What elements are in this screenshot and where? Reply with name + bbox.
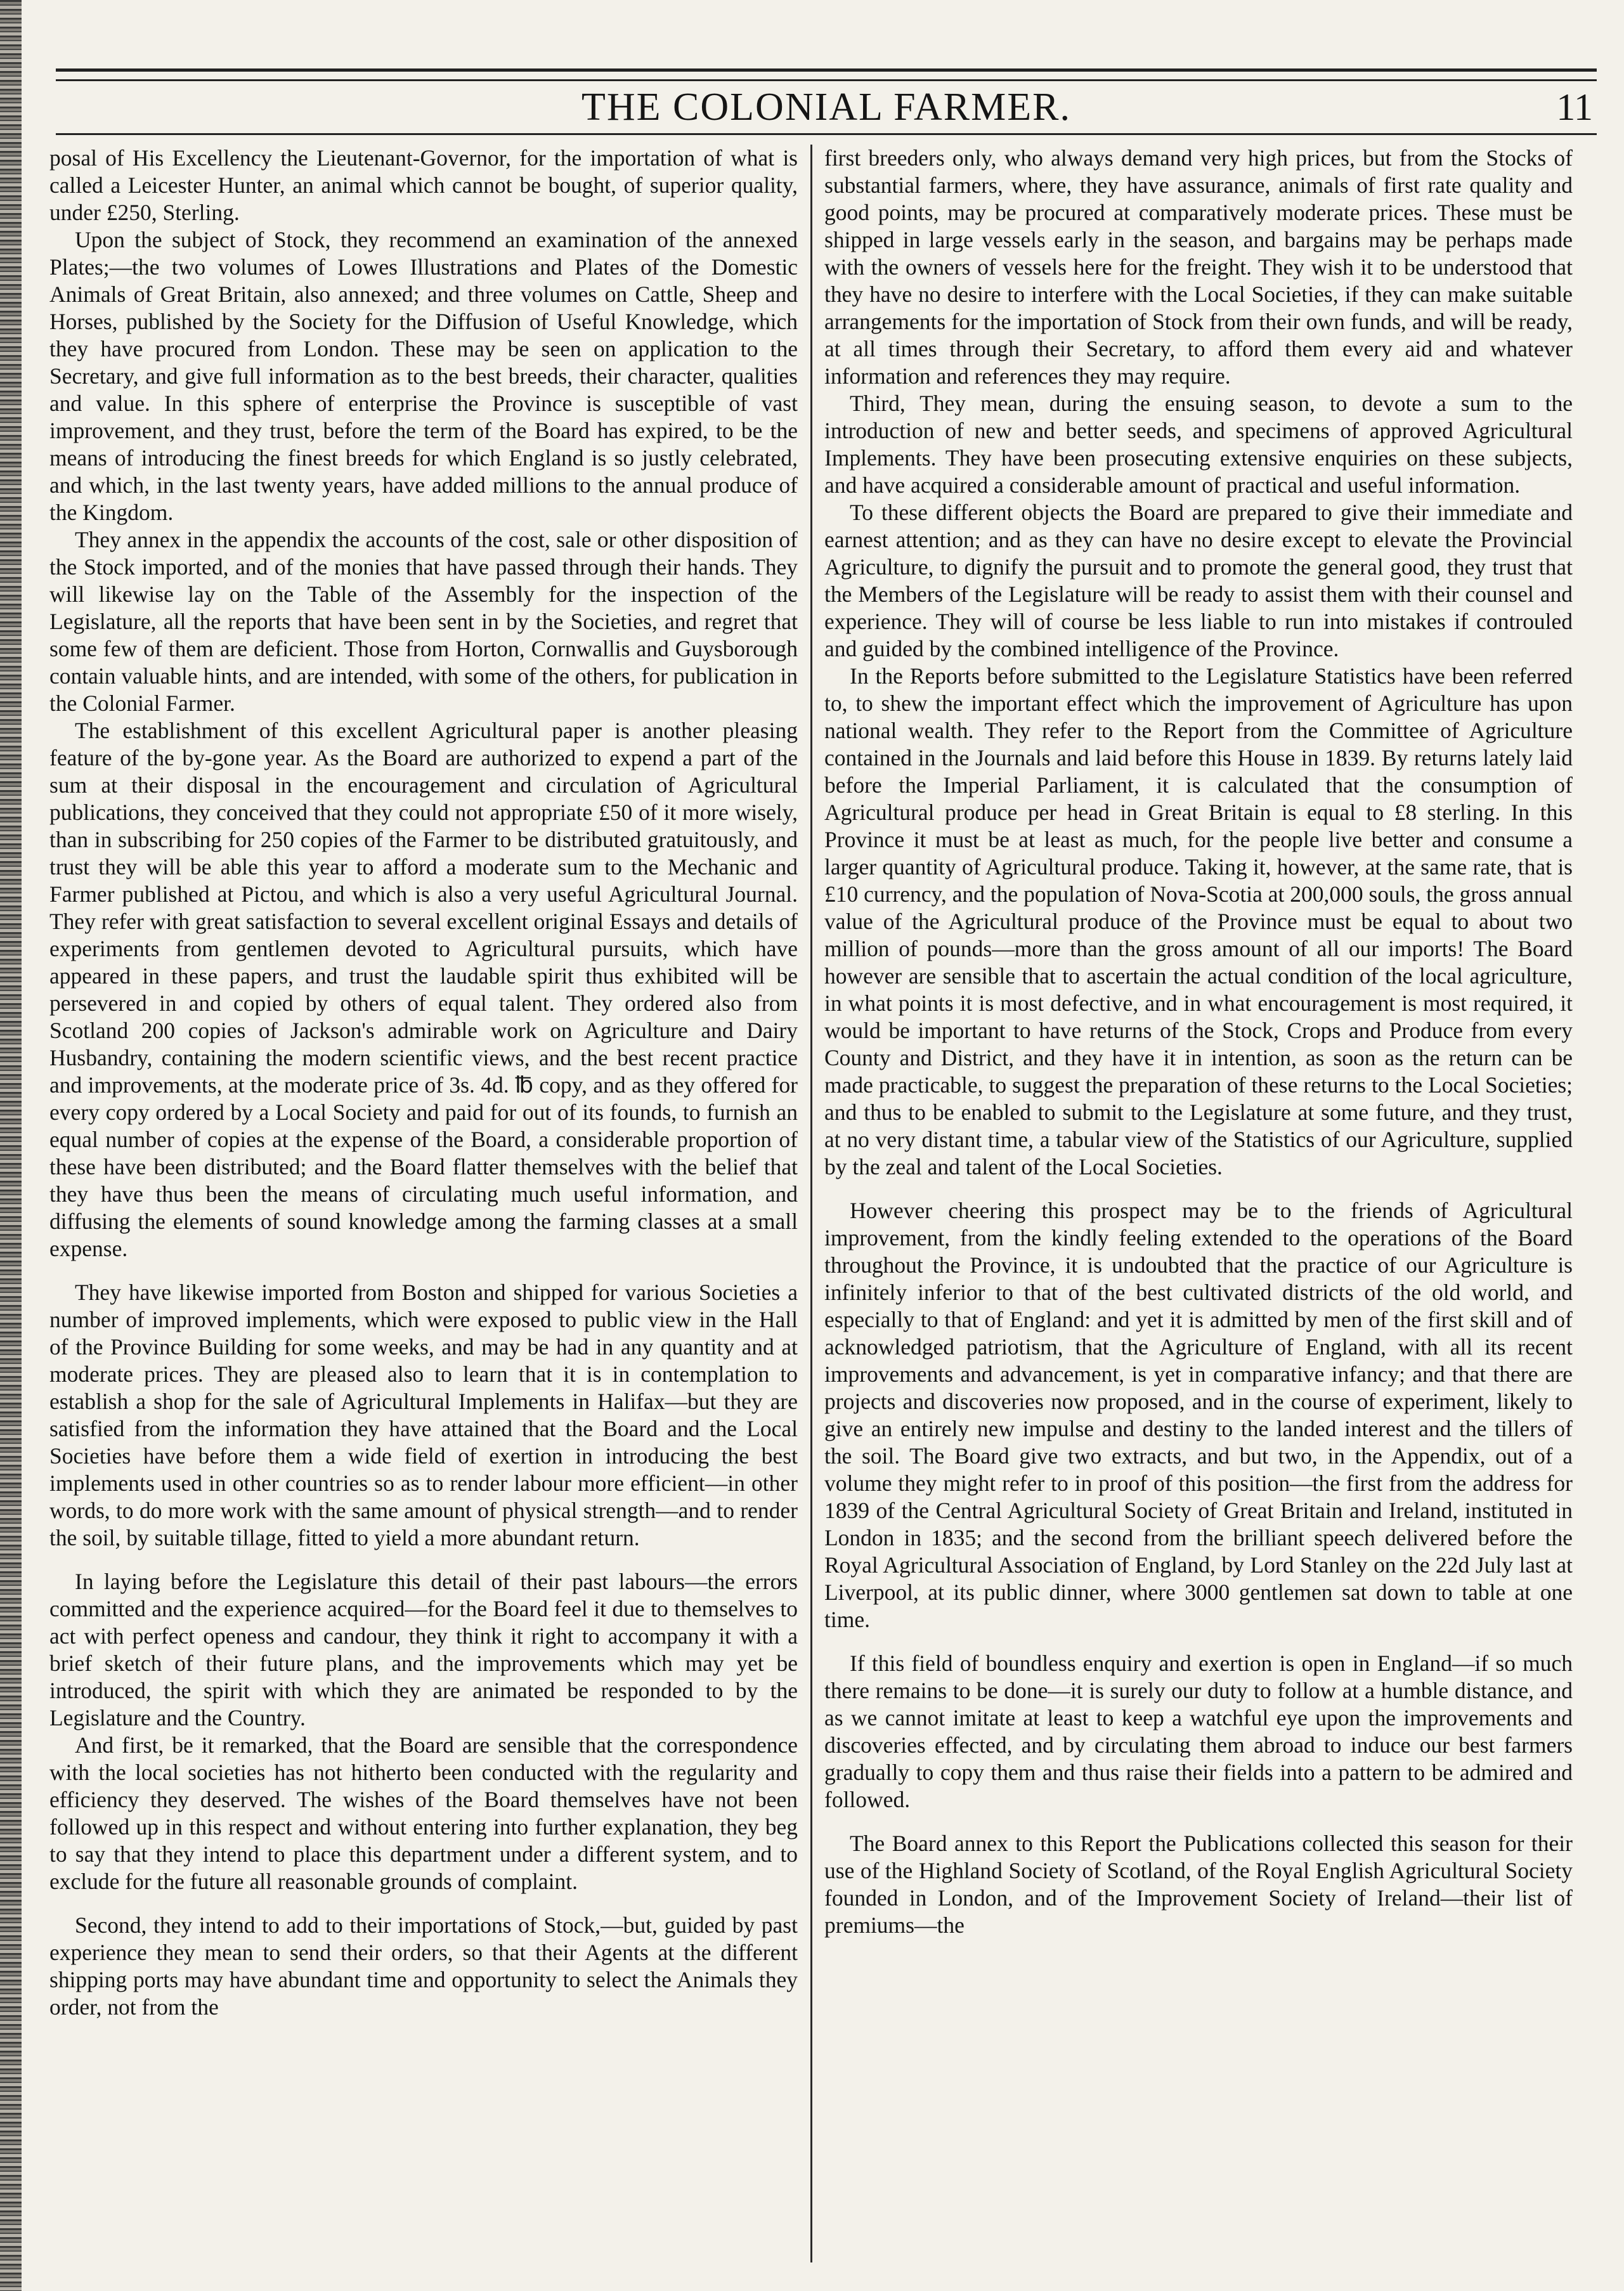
page-number: 11 [1556, 86, 1593, 128]
paragraph-implements: They have likewise imported from Boston and shipped for various Societies a number of improved implements, which were exposed to public view in the Hall of the Province Building for some weeks, and may be had in any quantity and at moderate prices. They are pleased also to learn that it is in contemplation to establish a shop for the sale of Agricultural Implements in Halifax—but they are satisfied from the information they have attained that the Board and the Local Societies have before them a wide field of exertion in introducing the best implements used in other countries so as to render labour more efficient—in other words, to do more work with the same amount of physical strength—and to render the soil, by suitable tillage, fitted to yield a more abundant return. [49, 1280, 798, 1550]
paragraph-second: Second, they intend to add to their importations of Stock,—but, guided by past experience they mean to send their orders, so that their Agents at the different shipping ports may have abundant time and opportunity to select the Animals they order, not from the [49, 1912, 798, 2020]
paragraph-board-objects: To these different objects the Board are prepared to give their immediate and earnest attention; and as they can have no desire except to elevate the Provincial Agriculture, to dignify the pursuit and to promote the general good, they trust that the Members of the Legislature will be ready to assist them with their counsel and experience. They will of course be less liable to run into mistakes if controuled and guided by the combined intelligence of the Province. [824, 500, 1573, 661]
paragraph-cheering-prospect: However cheering this prospect may be to the friends of Agricultural improvement, from the kindly feeling extended to the operations of the Board throughout the Province, it is undoubted that the practice of our Agriculture is infinitely inferior to that of the best cultivated districts of the old world, and especially to that of England: and yet it is admitted by men of the first skill and of acknowledged patriotism, that the Agriculture of England, with all its recent improvements and advancement, is yet in comparative infancy; and that there are projects and discoveries now proposed, and in the course of experiment, likely to give an entirely new impulse and destiny to the landed interest and the tillers of the soil. The Board give two extracts, and but two, in the Appendix, out of a volume they might refer to in proof of this position—the first from the address for 1839 of the Central Agricultural Society of Great Britain and Ireland, instituted in London in 1835; and the second from the brilliant speech delivered before the Royal Agricultural Association of England, by Lord Stanley on the 22d July last at Liverpool, at its public dinner, where 3000 gentlemen sat down to table at one time. [824, 1198, 1573, 1632]
running-title: THE COLONIAL FARMER. [581, 86, 1071, 129]
right-column [824, 145, 1573, 2275]
paragraph-third: Third, They mean, during the ensuing season, to devote a sum to the introduction of new and better seeds, and specimens of approved Agricultural Implements. They have been prosecuting extensive enquiries on these subjects, and have acquired a considerable amount of practical and useful information. [824, 391, 1573, 498]
paragraph-appendix-accounts: They annex in the appendix the accounts of the cost, sale or other disposition of the Stock imported, and of the monies that have passed through their hands. They will likewise lay on the Table of the Assembly for the inspection of the Legislature, all the reports that have been sent in by the Societies, and regret that some few of them are deficient. Those from Horton, Cornwallis and Guysborough contain valuable hints, and are intended, with some of the others, for publication in the Colonial Farmer. [49, 527, 798, 716]
paragraph-first: And first, be it remarked, that the Board are sensible that the correspondence with the local societies has not hitherto been conducted with the regularity and efficiency they deserved. The wishes of the Board themselves have not been followed up in this respect and without entering into further explanation, they beg to say that they intend to place this department under a different system, and to exclude for the future all reasonable grounds of complaint. [49, 1732, 798, 1894]
paragraph-publications: The Board annex to this Report the Publications collected this season for their use of the Highland Society of Scotland, of the Royal English Agricultural Society founded in London, and of the Improvement Society of Ireland—their list of premiums—the [824, 1831, 1573, 1938]
page-binding-edge [0, 0, 22, 2291]
paragraph-boundless-enquiry: If this field of boundless enquiry and exertion is open in England—if so much there remains to be done—it is surely our duty to follow at a humble distance, and as we cannot imitate at least to keep a watchful eye upon the improvements and discoveries effected, and by circulating them abroad to induce our best farmers gradually to copy them and thus raise their fields into a pattern to be admired and followed. [824, 1651, 1573, 1812]
header-double-rule [56, 68, 1597, 81]
column-divider [810, 145, 812, 2262]
paragraph-stock-plates: Upon the subject of Stock, they recommend an examination of the annexed Plates;—the two volumes of Lowes Illustrations and Plates of the Domestic Animals of Great Britain, also annexed; and three volumes on Cattle, Sheep and Horses, published by the Society for the Diffusion of Useful Knowledge, which they have procured from London. These may be seen on application to the Secretary, and give full information as to the best breeds, their character, qualities and value. In this sphere of enterprise the Province is susceptible of vast improvement, and they trust, before the term of the Board has expired, to be the means of introducing the finest breeds for which England is so justly celebrated, and which, in the last twenty years, have added millions to the annual produce of the Kingdom. [49, 227, 798, 525]
paragraph-leicester-hunter: posal of His Excellency the Lieutenant-Governor, for the importation of what is called a Leicester Hunter, an animal which cannot be bought, of superior quality, under £250, Sterling. [49, 145, 798, 225]
paragraph-past-labours: In laying before the Legislature this detail of their past labours—the errors committed and the experience acquired—for the Board feel it due to themselves to act with perfect openess and candour, they think it right to accompany it with a brief sketch of their future plans, and the improvements which may yet be introduced, the spirit with which they are animated be responded to by the Legislature and the Country. [49, 1569, 798, 1730]
page-header [56, 81, 1597, 135]
left-column [49, 145, 798, 2275]
paragraph-breeders: first breeders only, who always demand very high prices, but from the Stocks of substantial farmers, where, they have assurance, animals of first rate quality and good points, may be procured at comparatively moderate prices. These must be shipped in large vessels early in the season, and bargains may be perhaps made with the owners of vessels here for the freight. They wish it to be understood that they have no desire to interfere with the Local Societies, if they can make suitable arrangements for the importation of Stock from their own funds, and will be ready, at all times through their Secretary, to afford them every aid and whatever information and references they may require. [824, 145, 1573, 389]
paragraph-agricultural-paper: The establishment of this excellent Agricultural paper is another pleasing feature of the by-gone year. As the Board are authorized to expend a part of the sum at their disposal in the encouragement and circulation of Agricultural publications, they conceived that they could not appropriate £50 of it more wisely, than in subscribing for 250 copies of the Farmer to be distributed gratuitously, and trust they will be able this year to afford a moderate sum to the Mechanic and Farmer published at Pictou, and which is also a very useful Agricultural Journal. They refer with great satisfaction to several excellent original Essays and details of experiments from gentlemen devoted to Agricultural pursuits, which have appeared in these papers, and trust the laudable spirit thus exhibited will be persevered in and copied by others of equal talent. They ordered also from Scotland 200 copies of Jackson's admirable work on Agriculture and Dairy Husbandry, containing the modern scientific views, and the best recent practice and improvements, at the moderate price of 3s. 4d. ℔ copy, and as they offered for every copy ordered by a Local Society and paid for out of its founds, to furnish an equal number of copies at the expense of the Board, a considerable proportion of these have been distributed; and the Board flatter themselves with the belief that they have thus been the means of circulating much useful information, and diffusing the elements of sound knowledge among the farming classes at a small expense. [49, 718, 798, 1261]
paragraph-statistics: In the Reports before submitted to the Legislature Statistics have been referred to, to shew the important effect which the improvement of Agriculture has upon national wealth. They refer to the Report from the Committee of Agriculture contained in the Journals and laid before this House in 1839. By returns lately laid before the Imperial Parliament, it is calculated that the consumption of Agricultural produce per head in Great Britain is equal to £8 sterling. In this Province it must be at least as much, for the people live better and consume a larger quantity of Agricultural produce. Taking it, however, at the same rate, that is £10 currency, and the population of Nova-Scotia at 200,000 souls, the gross annual value of the Agricultural produce of the Province must be equal to about two million of pounds—more than the gross amount of all our imports! The Board however are sensible that to ascertain the actual condition of the local agriculture, in what points it is most defective, and in what encouragement is most required, it would be important to have returns of the Stock, Crops and Produce from every County and District, and they have it in intention, as soon as the return can be made practicable, to suggest the preparation of these returns to the Local Societies; and thus to be enabled to submit to the Legislature at some future, and they trust, at no very distant time, a tabular view of the Statistics of our Agriculture, supplied by the zeal and talent of the Local Societies. [824, 663, 1573, 1179]
